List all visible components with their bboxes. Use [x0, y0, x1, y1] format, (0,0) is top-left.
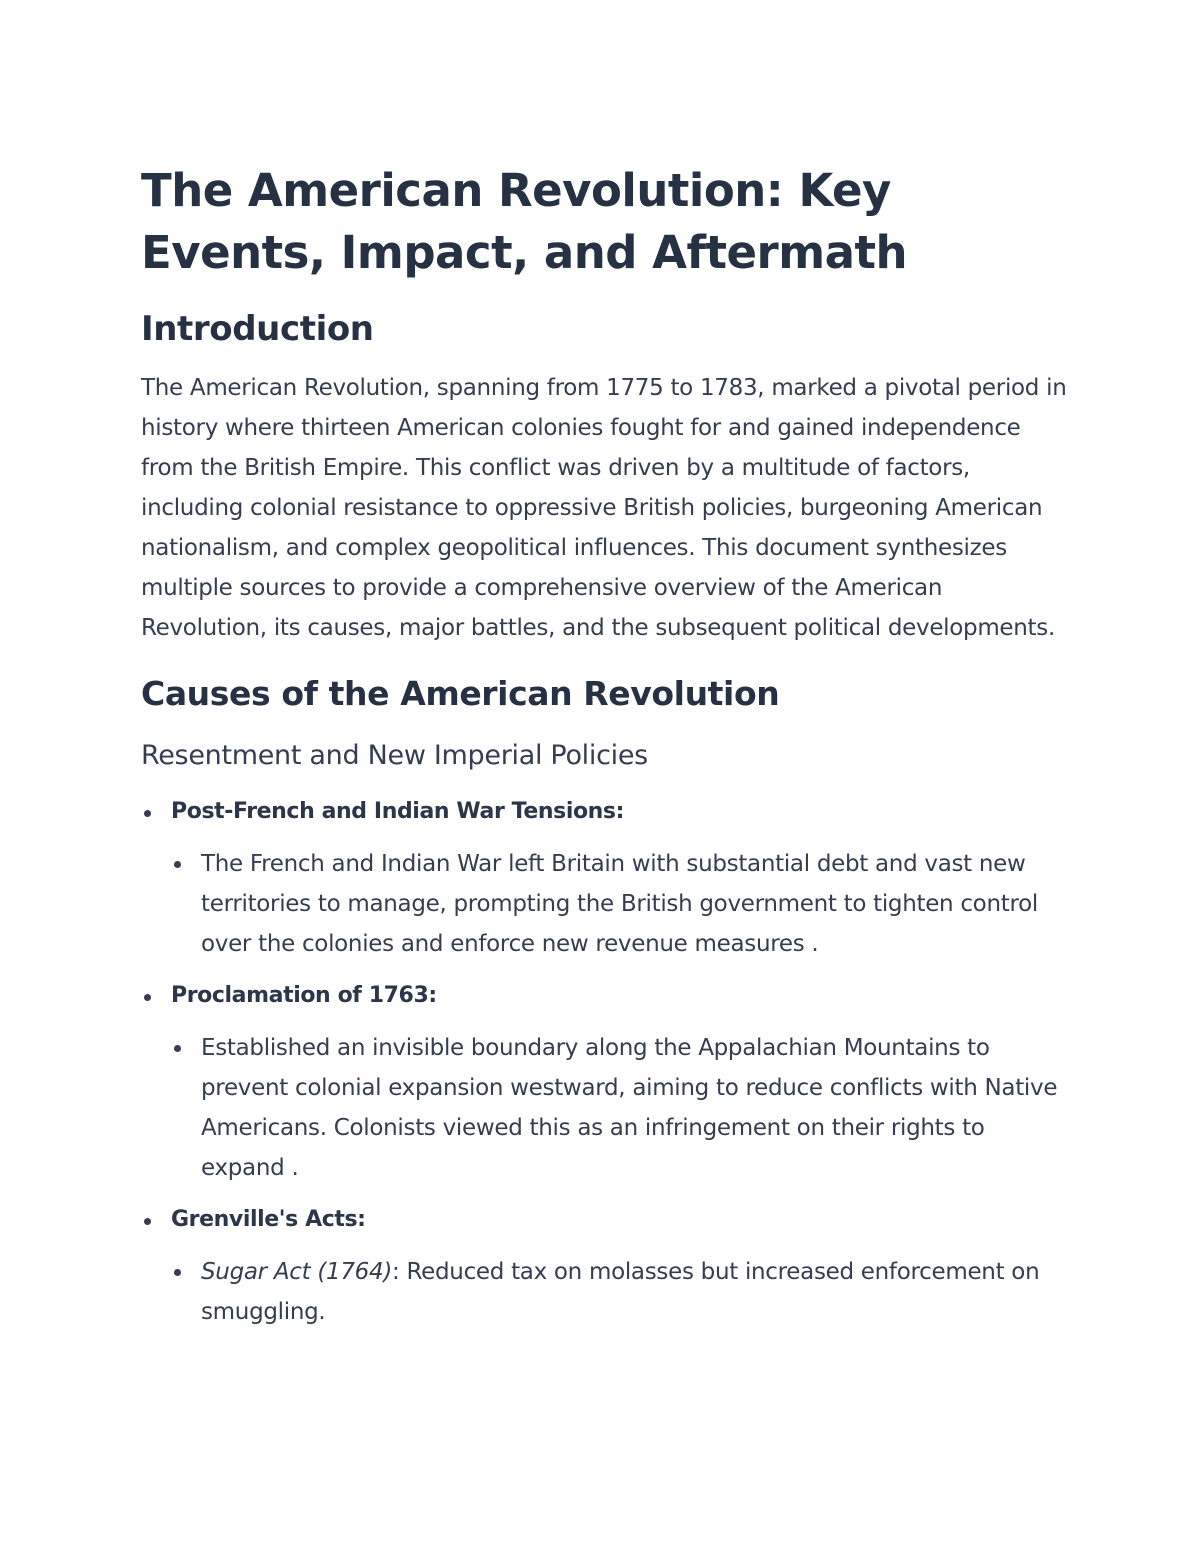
- bullet-icon: [144, 810, 151, 817]
- list-item-grenvilles-acts: [141, 1200, 1071, 1332]
- introduction-heading: Introduction: [141, 309, 374, 349]
- bullet-icon: [174, 1045, 181, 1052]
- resentment-subheading: Resentment and New Imperial Policies: [141, 740, 648, 771]
- list-item-label: Grenville's Acts:: [171, 1207, 366, 1232]
- causes-heading: Causes of the American Revolution: [141, 674, 780, 713]
- bullet-icon: [174, 861, 181, 868]
- sub-list-item-text: The French and Indian War left Britain with substantial debt and vast new territories to manage, prompting the British government to tighten control over the colonies and enforce new revenue measures .: [201, 851, 1038, 957]
- document-page: [141, 160, 1071, 1344]
- sub-list-item: [171, 1028, 1071, 1188]
- sub-list: [171, 1252, 1071, 1332]
- list-item-proclamation-1763: [141, 976, 1071, 1188]
- list-item-label: Proclamation of 1763:: [171, 983, 437, 1008]
- document-title: The American Revolution: Key Events, Impact, and Aftermath: [141, 164, 908, 279]
- introduction-paragraph: The American Revolution, spanning from 1775 to 1783, marked a pivotal period in history where thirteen American colonies fought for and gained independence from the British Empire. This conflict was driven by a multitude of factors, including colonial resistance to oppressive British policies, burgeoning American nationalism, and complex geopolitical influences. This document synthesizes multiple sources to provide a comprehensive overview of the American Revolution, its causes, major battles, and the subsequent political developments.: [141, 375, 1067, 641]
- bullet-icon: [144, 1218, 151, 1225]
- bullet-icon: [144, 994, 151, 1001]
- list-item-label: Post-French and Indian War Tensions:: [171, 799, 625, 824]
- sub-list-item-text: Established an invisible boundary along the Appalachian Mountains to prevent colonial expansion westward, aiming to reduce conflicts with Native Americans. Colonists viewed this as an infringement on their rights to expand .: [201, 1035, 1058, 1181]
- bullet-icon: [174, 1269, 181, 1276]
- sub-list: [171, 1028, 1071, 1188]
- causes-list: [141, 792, 1071, 1332]
- sub-list-item: [171, 1252, 1071, 1332]
- sugar-act-title: Sugar Act (1764): [201, 1259, 393, 1285]
- list-item-post-war-tensions: [141, 792, 1071, 964]
- sub-list: [171, 844, 1071, 964]
- sub-list-item: [171, 844, 1071, 964]
- sub-list-item-text: : Reduced tax on molasses but increased enforcement on smuggling.: [201, 1259, 1040, 1325]
